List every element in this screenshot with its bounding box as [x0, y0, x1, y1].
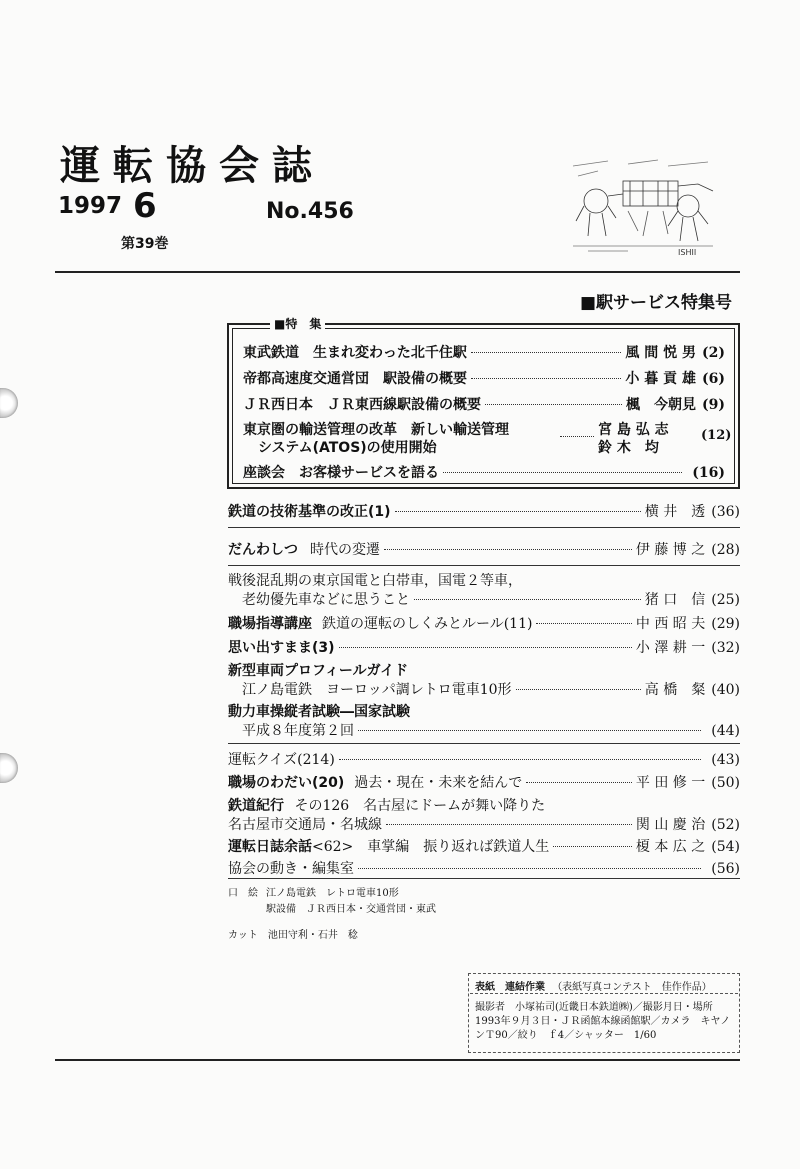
toc-title: 職場のわだい(20)	[228, 775, 345, 791]
issue-year: 1997	[58, 193, 123, 219]
special-item-title: 座談会 お客様サービスを語る	[243, 465, 439, 481]
toc-page: (54)	[711, 839, 740, 855]
issue-month: 6	[133, 186, 157, 226]
toc-page: (52)	[711, 817, 740, 833]
toc-sengo[interactable]	[242, 589, 740, 609]
special-item-author: 小 暮 貢 雄	[625, 371, 696, 387]
toc-page: (29)	[711, 616, 740, 632]
toc-author: 中 西 昭 夫	[635, 616, 706, 632]
special-item-page: (12)	[701, 428, 732, 443]
toc-page: (28)	[711, 542, 740, 558]
toc-nisshi[interactable]	[228, 836, 740, 856]
toc-title: 鉄道紀行	[228, 798, 284, 814]
toc-doryoku-title[interactable]: 動力車操縦者試験―国家試験	[228, 704, 410, 720]
toc-page: (36)	[711, 504, 740, 520]
issue-number: No.456	[266, 199, 354, 224]
binder-hole	[0, 388, 18, 418]
special-item-author: 宮 島 弘 志	[598, 422, 669, 438]
cover-note-line-3: ンＴ90／絞り ｆ4／シャッター 1/60	[475, 1030, 657, 1041]
toc-author: 高 橋 粲	[644, 682, 706, 698]
special-item-page: (16)	[692, 465, 725, 481]
top-rule	[55, 271, 740, 273]
volume-number: 第39巻	[121, 236, 169, 252]
divider	[228, 743, 740, 744]
toc-page: (32)	[711, 640, 740, 656]
toc-author: 伊 藤 博 之	[635, 542, 706, 558]
special-issue-banner: ■駅サービス特集号	[580, 293, 733, 313]
toc-kyokai[interactable]	[228, 858, 740, 878]
divider	[228, 565, 740, 566]
toc-page: (44)	[711, 723, 740, 739]
special-item-1[interactable]	[243, 342, 725, 362]
toc-subtitle: 鉄道の運転のしくみとルール(11)	[322, 616, 533, 632]
special-item-page: (2)	[702, 345, 725, 361]
toc-title: 運転日誌余話	[228, 839, 312, 855]
kuchie-label: 口 絵	[228, 888, 258, 899]
special-item-title: ＪＲ西日本 ＪＲ東西線駅設備の概要	[243, 397, 481, 413]
toc-wadai[interactable]	[228, 772, 740, 792]
toc-page: (50)	[711, 775, 740, 791]
special-item-2[interactable]	[243, 368, 725, 388]
toc-kiko-line1[interactable]	[228, 795, 545, 815]
divider	[228, 878, 740, 879]
toc-title: 職場指導講座	[228, 616, 312, 632]
special-item-title: 東武鉄道 生まれ変わった北千住駅	[243, 345, 467, 361]
toc-author: 猪 口 信	[644, 592, 706, 608]
divider	[228, 527, 740, 528]
toc-title: 老幼優先車などに思うこと	[242, 592, 410, 608]
cover-note-title-line	[475, 978, 712, 993]
toc-author: 関 山 慶 治	[635, 817, 706, 833]
toc-author: 横 井 透	[644, 504, 706, 520]
toc-page: (40)	[711, 682, 740, 698]
special-item-author: 楓 今朝見	[626, 397, 696, 413]
toc-page: (56)	[711, 861, 740, 877]
toc-title: だんわしつ	[228, 542, 298, 558]
toc-subtitle: 平成８年度第２回	[242, 723, 354, 739]
toc-shokuba-shido[interactable]	[228, 613, 740, 633]
kuchie-line-1: 江ノ島電鉄 レトロ電車10形	[266, 888, 399, 899]
toc-subtitle: <62> 車掌編 振り返れば鉄道人生	[312, 839, 550, 855]
toc-subtitle: 時代の変遷	[310, 542, 380, 558]
toc-omoide[interactable]	[228, 637, 740, 657]
toc-shingata-title[interactable]: 新型車両プロフィールガイド	[228, 663, 409, 679]
kuchie-line-2: 駅設備 ＪＲ西日本・交通営団・東武	[266, 904, 436, 915]
toc-kiko[interactable]	[228, 814, 740, 834]
cover-note-divider	[470, 993, 738, 994]
toc-author: 平 田 修 一	[635, 775, 706, 791]
special-item-page: (9)	[702, 397, 725, 413]
toc-quiz[interactable]	[228, 749, 740, 769]
special-item-3[interactable]	[243, 394, 725, 414]
toc-page: (25)	[711, 592, 740, 608]
special-item-5[interactable]	[243, 462, 725, 482]
cover-note-line-2: 1993年９月３日・ＪＲ函館本線函館駅／カメラ キヤノ	[475, 1016, 731, 1027]
toc-subtitle: 名古屋市交通局・名城線	[228, 817, 382, 833]
toc-title: 鉄道の技術基準の改正(1)	[228, 504, 391, 520]
special-item-page: (6)	[702, 371, 725, 387]
cover-sketch-illustration	[568, 156, 718, 256]
special-feature-label: ■特 集	[270, 315, 325, 332]
toc-subtitle: その126 名古屋にドームが舞い降りた	[294, 798, 546, 814]
toc-title: 運転クイズ(214)	[228, 752, 335, 768]
toc-danwashitsu[interactable]	[228, 539, 740, 559]
toc-subtitle: 過去・現在・未来を結んで	[354, 775, 523, 791]
cover-note-title: 表紙 連結作業	[475, 982, 545, 993]
special-item-4-title-line1[interactable]: 東京圏の輸送管理の改革 新しい輸送管理	[243, 422, 509, 438]
special-item-4-title-line2[interactable]: システム(ATOS)の使用開始	[258, 440, 437, 456]
toc-author: 小 澤 耕 一	[635, 640, 706, 656]
dot-leader	[560, 436, 594, 437]
special-item-title: 帝都高速度交通営団 駅設備の概要	[243, 371, 467, 387]
toc-title: 協会の動き・編集室	[228, 861, 354, 877]
magazine-title: 運転協会誌	[60, 142, 325, 189]
toc-author: 榎 本 広 之	[635, 839, 706, 855]
toc-doryoku[interactable]	[242, 720, 740, 740]
toc-title: 思い出すまま(3)	[228, 640, 335, 656]
toc-subtitle: 江ノ島電鉄 ヨーロッパ調レトロ電車10形	[242, 682, 512, 698]
cover-note-title-sub: （表紙写真コンテスト 佳作作品）	[552, 982, 712, 993]
special-item-author: 風 間 悦 男	[625, 345, 696, 361]
toc-page: (43)	[711, 752, 740, 768]
toc-tech-standards[interactable]	[228, 501, 740, 521]
toc-sengo-title-line1[interactable]: 戦後混乱期の東京国電と白帯車，国電２等車，	[228, 573, 522, 589]
toc-shingata[interactable]	[242, 679, 740, 699]
illustration-signature: ISHII	[678, 248, 697, 256]
cut-credit: カット 池田守利・石井 稔	[228, 930, 358, 941]
cover-note-line-1: 撮影者 小塚祐司(近畿日本鉄道㈱)／撮影月日・場所	[475, 1002, 713, 1013]
bottom-rule	[55, 1059, 740, 1061]
binder-hole	[0, 753, 18, 783]
special-item-author: 鈴 木 均	[598, 440, 659, 456]
